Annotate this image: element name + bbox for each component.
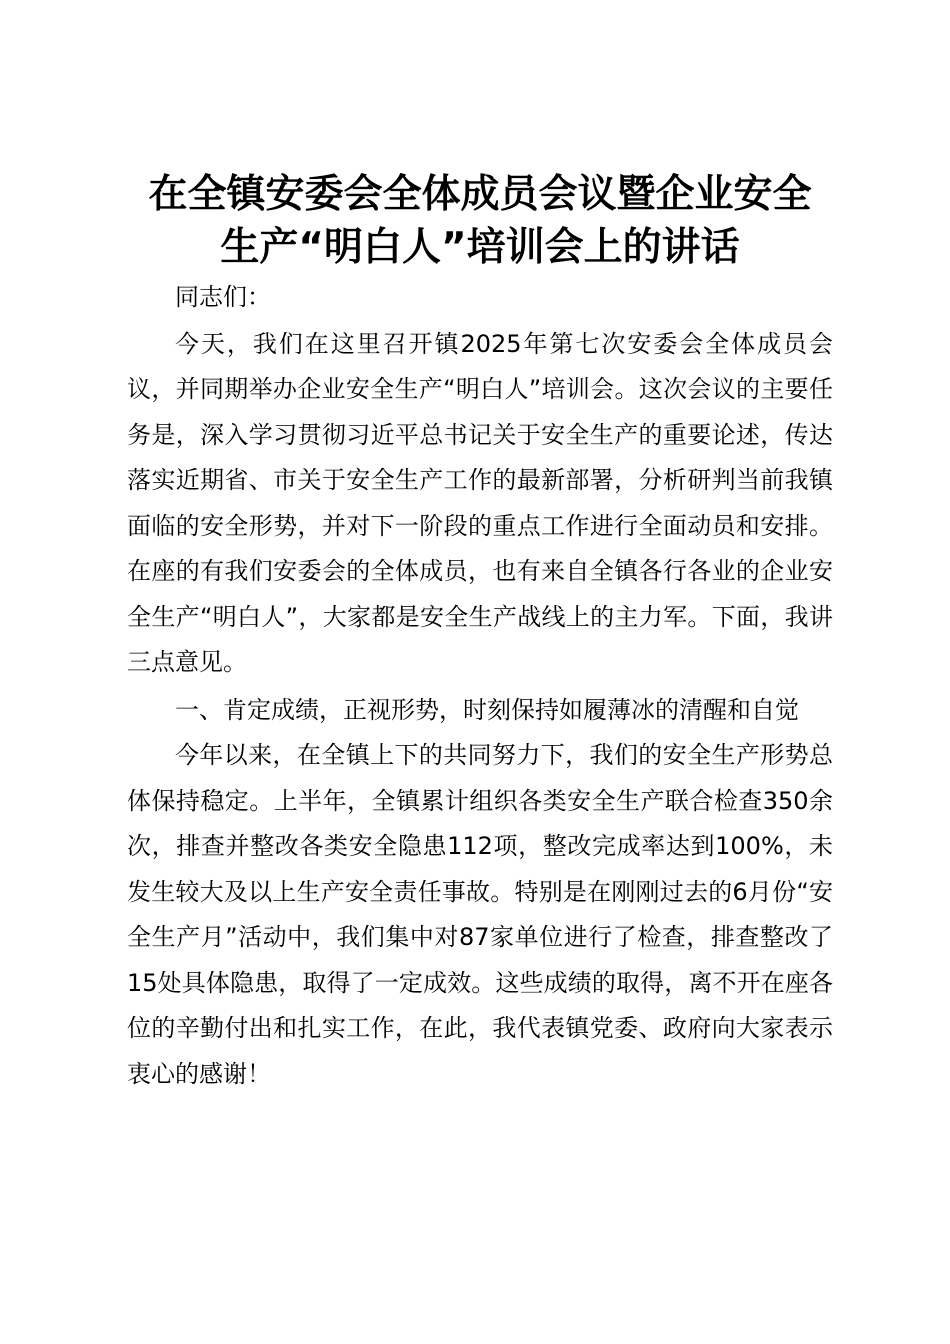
document-title — [110, 168, 850, 274]
title-line-2: 生产“明白人”培训会上的讲话 — [220, 225, 740, 270]
section-heading-1: 一、肯定成绩，正视形势，时刻保持如履薄冰的清醒和自觉 — [175, 695, 799, 724]
salutation: 同志们： — [175, 283, 271, 311]
document-body — [127, 275, 833, 1097]
paragraph-intro: 今天，我们在这里召开镇2025年第七次安委会全体成员会议，并同期举办企业安全生产“明白人”培训会。这次会议的主要任务是，深入学习贯彻习近平总书记关于安全生产的重要论述，传达落实近期省、市关于安全生产工作的最新部署，分析研判当前我镇面临的安全形势，并对下一阶段的重点工作进行全面动员和安排。在座的有我们安委会的全体成员，也有来自全镇各行各业的企业安全生产“明白人”，大家都是安全生产战线上的主力军。下面，我讲三点意见。 — [127, 329, 833, 676]
paragraph-achievements: 今年以来，在全镇上下的共同努力下，我们的安全生产形势总体保持稳定。上半年，全镇累计组织各类安全生产联合检查350余次，排查并整改各类安全隐患112项，整改完成率达到100%，未发生较大及以上生产安全责任事故。特别是在刚刚过去的6月份“安全生产月”活动中，我们集中对87家单位进行了检查，排查整改了15处具体隐患，取得了一定成效。这些成绩的取得，离不开在座各位的辛勤付出和扎实工作，在此，我代表镇党委、政府向大家表示衷心的感谢！ — [127, 741, 833, 1088]
title-line-1: 在全镇安委会全体成员会议暨企业安全 — [148, 172, 812, 217]
